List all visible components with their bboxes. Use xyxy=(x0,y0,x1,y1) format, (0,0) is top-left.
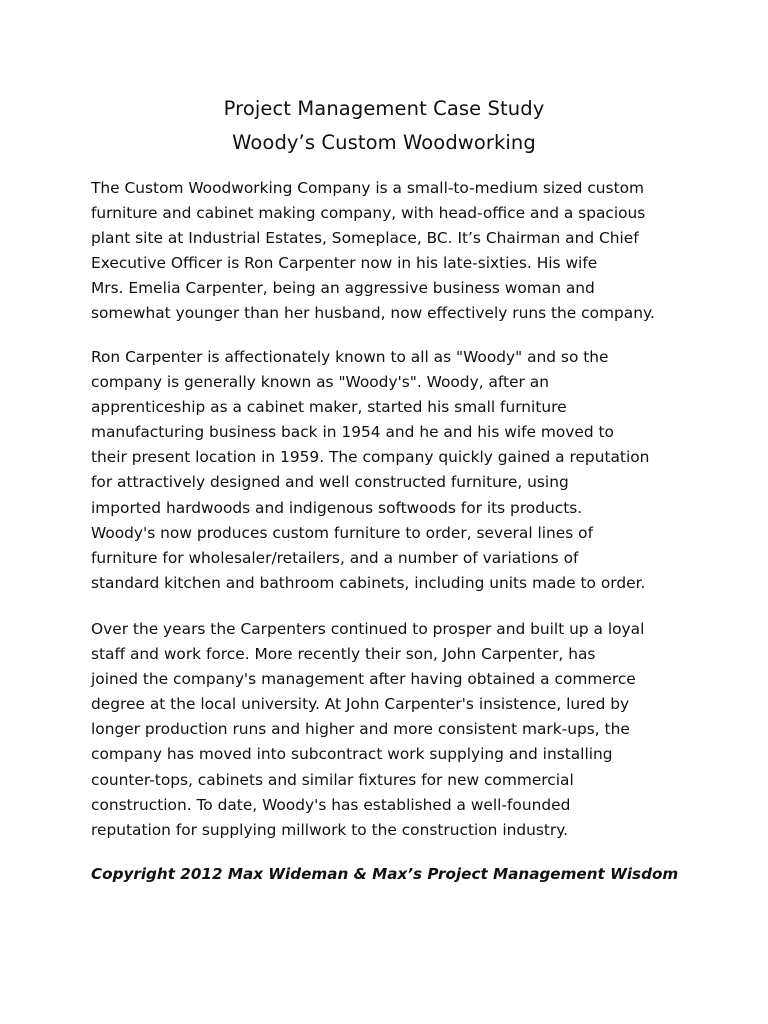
paragraph-line: Executive Officer is Ron Carpenter now in his late-sixties. His wife xyxy=(91,254,598,273)
paragraph-line: staff and work force. More recently their son, John Carpenter, has xyxy=(91,645,596,664)
document-title: Project Management Case Study xyxy=(223,97,545,120)
paragraph-line: standard kitchen and bathroom cabinets, including units made to order. xyxy=(91,573,646,592)
paragraph-line: apprenticeship as a cabinet maker, started his small furniture xyxy=(91,398,567,417)
paragraph-line: construction. To date, Woody's has established a well-founded xyxy=(91,795,571,814)
paragraph-line: Mrs. Emelia Carpenter, being an aggressive business woman and xyxy=(91,279,595,298)
paragraph-line: Over the years the Carpenters continued to prosper and built up a loyal xyxy=(91,620,645,638)
paragraph-line: degree at the local university. At John Carpenter's insistence, lured by xyxy=(91,695,630,714)
paragraph-line: reputation for supplying millwork to the construction industry. xyxy=(91,820,569,839)
paragraph-line: for attractively designed and well constructed furniture, using xyxy=(91,473,569,492)
paragraph-line: manufacturing business back in 1954 and he and his wife moved to xyxy=(91,423,614,442)
paragraph-line: furniture and cabinet making company, with head-office and a spacious xyxy=(91,204,646,223)
paragraph-line: their present location in 1959. The company quickly gained a reputation xyxy=(91,448,650,467)
paragraph-company-overview xyxy=(91,176,691,327)
paragraph-line: Ron Carpenter is affectionately known to all as "Woody" and so the xyxy=(91,348,609,366)
paragraph-line: counter-tops, cabinets and similar fixtures for new commercial xyxy=(91,770,574,789)
paragraph-line: imported hardwoods and indigenous softwoods for its products. xyxy=(91,498,583,517)
document-subtitle: Woody’s Custom Woodworking xyxy=(232,131,536,154)
paragraph-line: company has moved into subcontract work supplying and installing xyxy=(91,745,613,764)
paragraph-line: Woody's now produces custom furniture to order, several lines of xyxy=(91,523,594,542)
paragraph-line: furniture for wholesaler/retailers, and a number of variations of xyxy=(91,548,579,567)
paragraph-company-history xyxy=(91,345,691,596)
paragraph-recent-growth xyxy=(91,617,691,843)
paragraph-line: company is generally known as "Woody's". Woody, after an xyxy=(91,373,549,392)
paragraph-line: plant site at Industrial Estates, Someplace, BC. It’s Chairman and Chief xyxy=(91,229,639,248)
paragraph-line: longer production runs and higher and more consistent mark-ups, the xyxy=(91,720,630,739)
paragraph-line: joined the company's management after having obtained a commerce xyxy=(91,670,636,689)
paragraph-line: The Custom Woodworking Company is a small-to-medium sized custom xyxy=(91,179,645,197)
copyright-notice: Copyright 2012 Max Wideman & Max’s Project Management Wisdom xyxy=(91,865,679,883)
paragraph-line: somewhat younger than her husband, now effectively runs the company. xyxy=(91,304,655,323)
